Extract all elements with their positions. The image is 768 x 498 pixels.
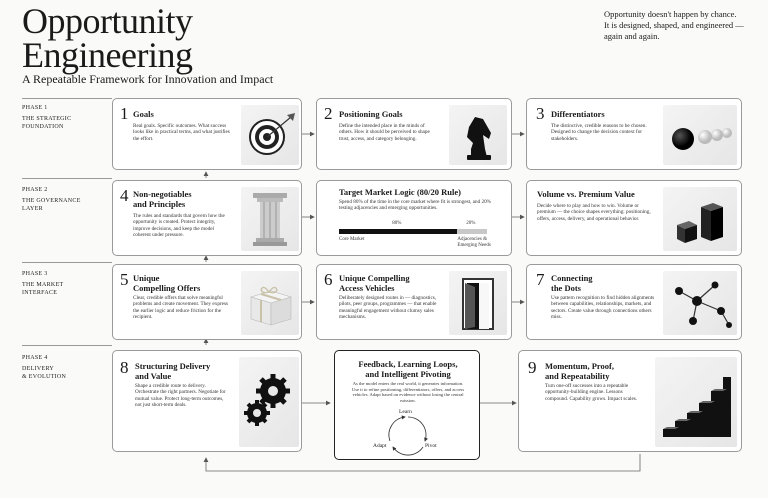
bar-category-line: Adjacencies & — [457, 237, 487, 242]
card-description: Deliberately designed routes in — diagnostics, pilots, peer groups, programmes — that enable meaningful engagement without clumsy sales mechanisms. — [339, 295, 437, 320]
step-number: 7 — [536, 270, 545, 289]
gears-icon — [239, 357, 299, 447]
step-number: 9 — [528, 358, 537, 377]
bar-segment-adjacent — [457, 229, 487, 234]
card-title — [339, 273, 410, 293]
learning-loop-icon — [375, 411, 441, 459]
gift-box-icon — [241, 271, 299, 335]
card-title — [133, 273, 200, 293]
bar-value-label: 20% — [466, 221, 476, 226]
page-subtitle: A Repeatable Framework for Innovation and Impact — [22, 72, 274, 86]
phase-number: PHASE 2 — [22, 187, 48, 193]
card-unique-compelling-offers[interactable] — [112, 264, 302, 340]
card-description: Turn one-off successes into a repeatable opportunity-building engine. Lessons compound. Capability grows. Impact scales. — [545, 383, 638, 402]
card-positioning-goals[interactable] — [316, 98, 512, 170]
stairs-icon — [655, 357, 737, 447]
phase-number: PHASE 1 — [22, 105, 48, 111]
spheres-icon — [663, 105, 737, 165]
phase-name: & EVOLUTION — [22, 374, 67, 380]
phase-number: PHASE 3 — [22, 271, 48, 277]
column-icon — [241, 187, 299, 251]
card-description: The distinctive, credible reasons to be chosen. Designed to change the decision context for stakeholders. — [551, 123, 647, 142]
bar-value-label: 80% — [392, 221, 402, 226]
card-title — [335, 359, 481, 379]
target-icon — [241, 105, 299, 165]
card-title — [551, 273, 593, 293]
card-title: Goals — [133, 109, 154, 119]
network-icon — [663, 271, 737, 335]
bar-category-label: Core Market — [339, 237, 365, 242]
tagline-line: It is designed, shaped, and engineered — — [604, 20, 744, 30]
loop-label-learn: Learn — [399, 409, 412, 415]
tagline-line: again and again. — [604, 31, 660, 41]
blocks-icon — [663, 187, 737, 251]
card-title-line: Structuring Delivery — [135, 361, 211, 371]
card-title-line: Unique — [133, 273, 160, 283]
bar-segment-core — [339, 229, 457, 234]
phase-number: PHASE 4 — [22, 355, 48, 361]
card-title-line: Momentum, Proof, — [545, 361, 615, 371]
card-description: Real goals. Specific outcomes. What success looks like in practical terms, and what justifies the effort. — [133, 123, 230, 142]
step-number: 8 — [120, 358, 129, 377]
card-feedback-loops[interactable] — [334, 350, 480, 460]
card-title-line: and Intelligent Pivoting — [365, 369, 451, 379]
phase-name: THE GOVERNANCE — [22, 198, 81, 204]
card-connecting-the-dots[interactable] — [526, 264, 742, 340]
card-title-line: and Principles — [133, 199, 186, 209]
step-number: 5 — [120, 270, 129, 289]
card-title-line: Access Vehicles — [339, 283, 395, 293]
card-description: Use pattern recognition to find hidden alignments between capabilities, relationships, markets, and sectors. Create value through connections others miss. — [551, 295, 655, 320]
card-title — [135, 361, 210, 381]
step-number: 6 — [324, 270, 333, 289]
tagline-line: Opportunity doesn't happen by chance. — [604, 9, 737, 19]
card-title: Volume vs. Premium Value — [537, 189, 635, 199]
title-line-1: Opportunity — [22, 1, 193, 41]
step-number: 4 — [120, 186, 129, 205]
bar-category-label — [457, 237, 490, 249]
card-description: As the model enters the real world, it generates information. Use it to refine positioning, differentiators, offers, and access vehicles. Adapt based on evidence without losing the central mission. — [351, 381, 465, 403]
loop-label-pivot: Pivot — [425, 443, 437, 449]
card-volume-vs-premium[interactable] — [526, 180, 742, 256]
step-number: 2 — [324, 104, 333, 123]
card-title: Differentiators — [551, 109, 605, 119]
card-title-line: Compelling Offers — [133, 283, 201, 293]
card-title-line: and Value — [135, 371, 172, 381]
loop-label-adapt: Adapt — [373, 443, 387, 449]
phase-name: DELIVERY — [22, 366, 55, 372]
card-title-line: Feedback, Learning Loops, — [358, 359, 458, 369]
card-description: Spend 80% of the time in the core market where fit is strongest, and 20% testing adjacencies and emerging opportunities. — [339, 199, 491, 212]
card-description: The rules and standards that govern how the opportunity is created. Protect integrity, improve decisions, and keep the model coherent under pressure. — [133, 213, 225, 238]
phase-name: THE STRATEGIC — [22, 116, 72, 122]
card-description: Define the intended place in the minds of others. How it should be perceived to shape trust, access, and category belonging. — [339, 123, 430, 142]
door-icon — [449, 271, 507, 335]
bar-category-line: Emerging Needs — [457, 243, 491, 248]
card-description: Decide where to play and how to win. Volume or premium — the choice shapes everything: positioning, offers, access, delivery, and operational behavior. — [537, 203, 651, 222]
card-title-line: Unique Compelling — [339, 273, 410, 283]
card-title-line: and Repeatability — [545, 371, 610, 381]
card-title — [133, 189, 192, 209]
step-number: 1 — [120, 104, 129, 123]
card-non-negotiables[interactable] — [112, 180, 302, 256]
card-momentum-proof[interactable] — [518, 350, 742, 452]
card-structuring-delivery[interactable] — [112, 350, 302, 452]
card-target-market-logic[interactable] — [316, 180, 512, 256]
card-title: Positioning Goals — [339, 109, 403, 119]
title-line-2: Engineering — [22, 35, 193, 75]
phase-name: INTERFACE — [22, 290, 58, 296]
card-description: Shape a credible route to delivery. Orchestrate the right partners. Negotiate for mutual value. Protect long-term outcomes, not just short-term deals. — [135, 383, 226, 408]
chess-knight-icon — [449, 105, 507, 165]
card-differentiators[interactable] — [526, 98, 742, 170]
phase-name: THE MARKET — [22, 282, 64, 288]
card-unique-access-vehicles[interactable] — [316, 264, 512, 340]
card-title — [545, 361, 614, 381]
card-goals[interactable] — [112, 98, 302, 170]
card-title: Target Market Logic (80/20 Rule) — [339, 187, 461, 197]
card-title-line: Non-negotiables — [133, 189, 192, 199]
card-title-line: Connecting — [551, 273, 593, 283]
card-description: Clear, credible offers that solve meaningful problems and create movement. They express the earlier logic and reduce friction for the recipient. — [133, 295, 228, 320]
step-number: 3 — [536, 104, 545, 123]
phase-name: FOUNDATION — [22, 124, 64, 130]
phase-name: LAYER — [22, 206, 43, 212]
card-title-line: the Dots — [551, 283, 581, 293]
